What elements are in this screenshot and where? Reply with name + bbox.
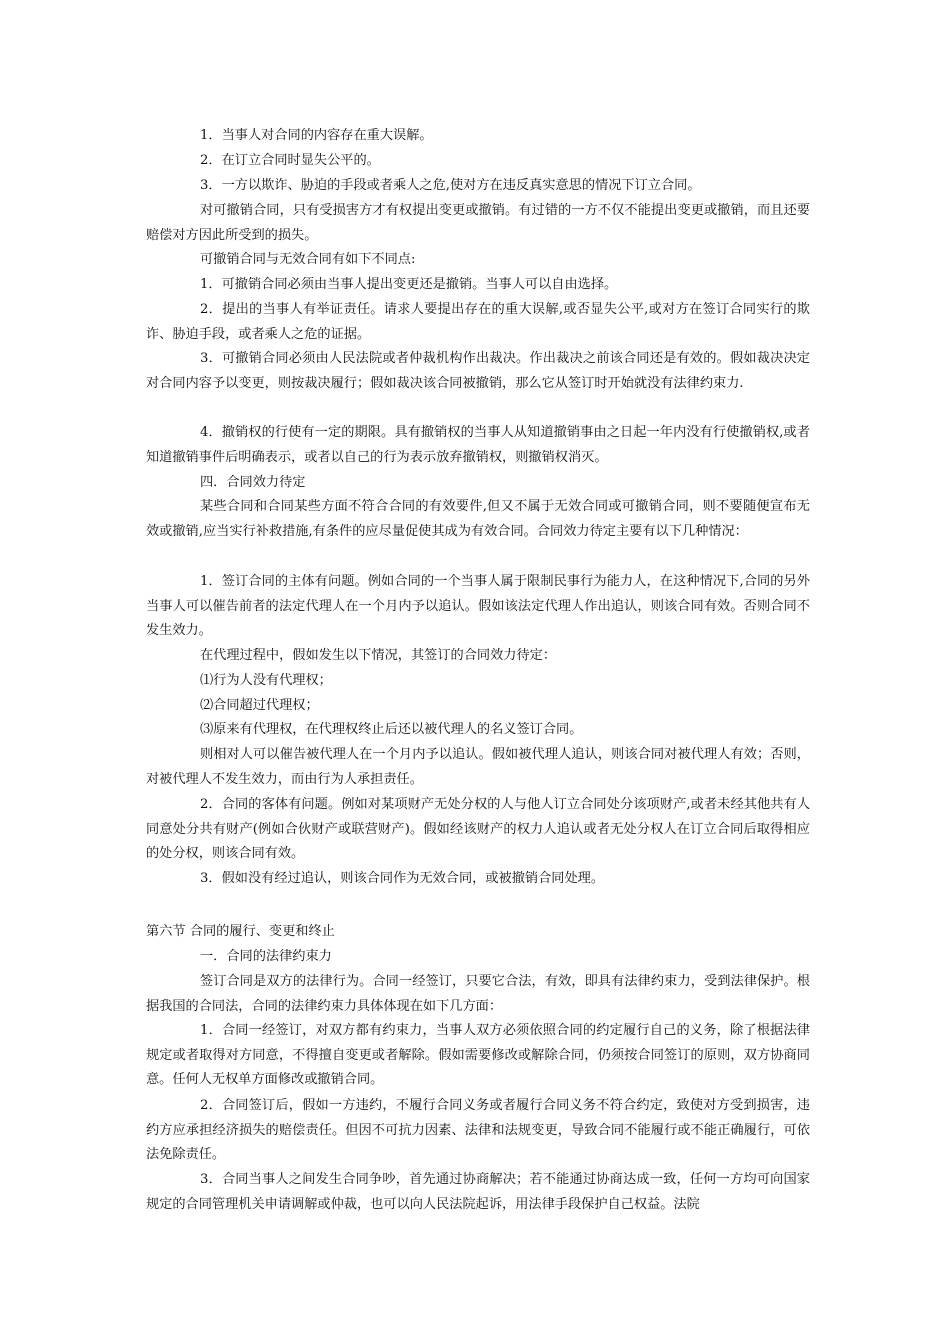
paragraph-8: 3．可撤销合同必须由人民法院或者仲裁机构作出裁决。作出裁决之前该合同还是有效的。假如裁决决定对合同内容予以变更，则按裁决履行；假如裁决该合同被撤销，那么它从签订时开始就没有法律约束力. bbox=[146, 351, 810, 391]
paragraph-10: 某些合同和合同某些方面不符合合同的有效要件,但又不属于无效合同或可撤销合同，则不要随便宣布无效或撤销,应当实行补救措施,有条件的应尽量促使其成为有效合同。合同效力待定主要有以下几种情况： bbox=[146, 499, 810, 539]
list-item-1: ⑴行为人没有代理权； bbox=[200, 673, 332, 688]
paragraph-11: 1．签订合同的主体有问题。例如合同的一个当事人属于限制民事行为能力人，在这种情况下,合同的另外当事人可以催告前者的法定代理人在一个月内予以追认。假如该法定代理人作出追认，则该合同有效。否则合同不发生效力。 bbox=[146, 574, 810, 639]
paragraph-9: 4．撤销权的行使有一定的期限。具有撤销权的当事人从知道撤销事由之日起一年内没有行使撤销权,或者知道撤销事件后明确表示，或者以自己的行为表示放弃撤销权，则撤销权消灭。 bbox=[146, 425, 810, 465]
paragraph-3: 3．一方以欺诈、胁迫的手段或者乘人之危,使对方在违反真实意思的情况下订立合同。 bbox=[200, 178, 701, 193]
paragraph-2: 2．在订立合同时显失公平的。 bbox=[200, 153, 380, 168]
paragraph-1: 1．当事人对合同的内容存在重大误解。 bbox=[200, 128, 433, 143]
paragraph-12: 在代理过程中，假如发生以下情况，其签订的合同效力待定： bbox=[200, 648, 557, 663]
section-title-6: 第六节 合同的履行、变更和终止 bbox=[146, 924, 335, 939]
paragraph-16: 签订合同是双方的法律行为。合同一经签订，只要它合法，有效，即具有法律约束力，受到法律保护。根据我国的合同法，合同的法律约束力具体体现在如下几方面： bbox=[146, 974, 810, 1014]
paragraph-13: 则相对人可以催告被代理人在一个月内予以追认。假如被代理人追认，则该合同对被代理人有效；否则，对被代理人不发生效力，而由行为人承担责任。 bbox=[146, 747, 810, 787]
section-heading-4: 四．合同效力待定 bbox=[200, 475, 306, 490]
subsection-heading-1: 一．合同的法律约束力 bbox=[200, 949, 332, 964]
paragraph-18: 2．合同签订后，假如一方违约，不履行合同义务或者履行合同义务不符合约定，致使对方受到损害，违约方应承担经济损失的赔偿责任。但因不可抗力因素、法律和法规变更，导致合同不能履行或不能正确履行，可依法免除责任。 bbox=[146, 1098, 810, 1163]
paragraph-7: 2．提出的当事人有举证责任。请求人要提出存在的重大误解,或否显失公平,或对方在签订合同实行的欺诈、胁迫手段，或者乘人之危的证据。 bbox=[146, 302, 810, 342]
paragraph-6: 1．可撤销合同必须由当事人提出变更还是撤销。当事人可以自由选择。 bbox=[200, 277, 618, 292]
paragraph-4: 对可撤销合同，只有受损害方才有权提出变更或撤销。有过错的一方不仅不能提出变更或撤销，而且还要赔偿对方因此所受到的损失。 bbox=[146, 203, 810, 243]
paragraph-19: 3．合同当事人之间发生合同争吵，首先通过协商解决；若不能通过协商达成一致，任何一方均可向国家规定的合同管理机关申请调解或仲裁，也可以向人民法院起诉，用法律手段保护自己权益。法院 bbox=[146, 1172, 810, 1212]
list-item-3: ⑶原来有代理权，在代理权终止后还以被代理人的名义签订合同。 bbox=[200, 722, 583, 737]
paragraph-15: 3．假如没有经过追认，则该合同作为无效合同，或被撤销合同处理。 bbox=[200, 871, 605, 886]
paragraph-17: 1．合同一经签订，对双方都有约束力，当事人双方必须依照合同的约定履行自己的义务，除了根据法律规定或者取得对方同意，不得擅自变更或者解除。假如需要修改或解除合同，仍须按合同签订的原则，双方协商同意。任何人无权单方面修改或撤销合同。 bbox=[146, 1023, 810, 1088]
paragraph-14: 2．合同的客体有问题。例如对某项财产无处分权的人与他人订立合同处分该项财产,或者未经其他共有人同意处分共有财产(例如合伙财产或联营财产)。假如经该财产的权力人追认或者无处分权人在订立合同后取得相应的处分权，则该合同有效。 bbox=[146, 797, 810, 862]
paragraph-5: 可撤销合同与无效合同有如下不同点: bbox=[200, 252, 416, 267]
list-item-2: ⑵合同超过代理权； bbox=[200, 698, 319, 713]
